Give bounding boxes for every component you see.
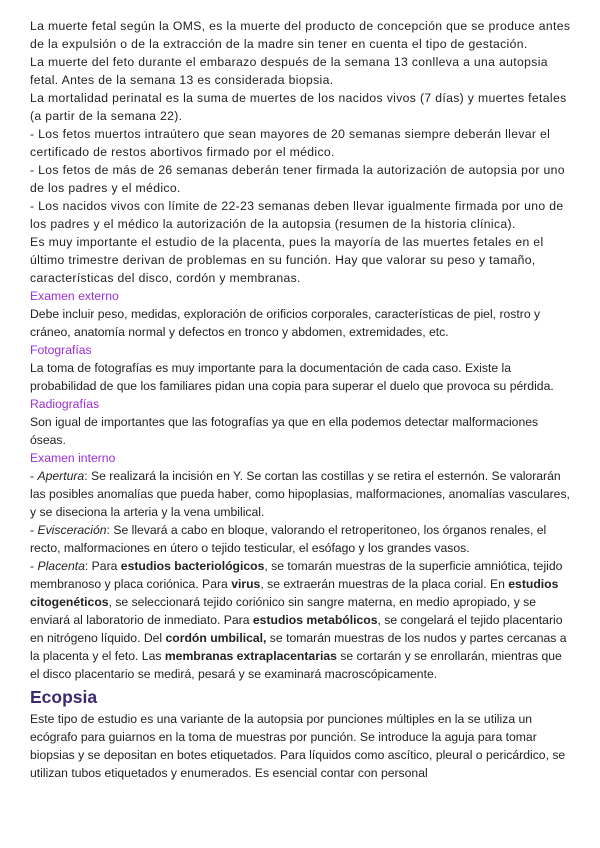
text-placenta-5: , se congelará el tejido placentario en nitrógeno líquido. Del xyxy=(30,613,563,645)
bold-virus: virus xyxy=(231,577,261,591)
paragraph-mortalidad-perinatal: La mortalidad perinatal es la suma de muertes de los nacidos vivos (7 días) y muertes fetales (a partir de la semana 22). xyxy=(30,91,567,123)
text-placenta-7: se cortarán y se enrollarán, mientras que el disco placentario se medirá, pesará y se examinará macroscópicamente. xyxy=(30,649,562,681)
label-evisceracion: Evisceración xyxy=(37,523,107,537)
label-placenta: Placenta xyxy=(37,559,85,573)
paragraph-examen-externo: Debe incluir peso, medidas, exploración de orificios corporales, características de piel, rostro y cráneo, anatomía normal y defectos en tronco y abdomen, extremidades, etc. xyxy=(30,307,541,339)
paragraph-fetos-20-semanas: - Los fetos muertos intraútero que sean mayores de 20 semanas siempre deberán llevar el certificado de restos abortivos firmado por el médico. xyxy=(30,127,551,159)
paragraph-placenta: - Placenta: Para estudios bacteriológicos, se tomarán muestras de la superficie amniótica, tejido membranoso y placa coriónica. Para virus, se extraerán muestras de la placa corial. En estudios citogenéticos, se seleccionará tejido coriónico sin sangre materna, en medio apropiado, y se enviará al laboratorio de inmediato. Para estudios metabólicos, se congelará el tejido placentario en nitrógeno líquido. Del cordón umbilical, se tomarán muestras de los nudos y partes cercanas a la placenta y el feto. Las membranas extraplacentarias se cortarán y se enrollarán, mientras que el disco placentario se medirá, pesará y se examinará macroscópicamente. xyxy=(30,559,567,681)
paragraph-fetos-26-semanas: - Los fetos de más de 26 semanas deberán tener firmada la autorización de autopsia por uno de los padres y el médico. xyxy=(30,163,565,195)
text-placenta-6: se tomarán muestras de los nudos y partes cercanas a la placenta y el feto. Las xyxy=(30,631,567,663)
heading-ecopsia: Ecopsia xyxy=(30,687,98,707)
text-apertura: : Se realizará la incisión en Y. Se cortan las costillas y se retira el esternón. Se valorarán las posibles anomalías que pueda haber, como hipoplasias, malformaciones, anomalías vasculares, y se diseciona la arteria y la vena umbilical. xyxy=(30,469,570,519)
heading-examen-externo: Examen externo xyxy=(30,289,119,303)
bold-cordon-umbilical: cordón umbilical, xyxy=(165,631,267,645)
bold-estudios-metabolicos: estudios metabólicos xyxy=(252,613,378,627)
document-page xyxy=(30,17,572,782)
bold-membranas-extraplacentarias: membranas extraplacentarias xyxy=(164,649,337,663)
bold-estudios-citogeneticos: estudios citogenéticos xyxy=(30,577,559,609)
paragraph-semana-13: La muerte del feto durante el embarazo después de la semana 13 conlleva a una autopsia fetal. Antes de la semana 13 es considerada biopsia. xyxy=(30,55,548,87)
text-placenta-3: , se extraerán muestras de la placa corial. En xyxy=(260,577,509,591)
label-apertura: Apertura xyxy=(37,469,85,483)
paragraph-ecopsia: Este tipo de estudio es una variante de la autopsia por punciones múltiples en la se utiliza un ecógrafo para guiarnos en la toma de muestras por punción. Se introduce la aguja para tomar biopsias y se depositan en botes etiquetados. Para líquidos como ascítico, pleural o pericárdico, se utilizan tubos etiquetados y enumerados. Es esencial contar con personal xyxy=(30,712,566,780)
heading-radiografias: Radiografías xyxy=(30,397,100,411)
paragraph-fotografias: La toma de fotografías es muy importante para la documentación de cada caso. Existe la probabilidad de que los familiares pidan una copia para superar el duelo que provoca su pérdida. xyxy=(30,361,554,393)
heading-fotografias: Fotografías xyxy=(30,343,92,357)
paragraph-evisceracion: - Evisceración: Se llevará a cabo en bloque, valorando el retroperitoneo, los órganos renales, el recto, malformaciones en útero o tejido testicular, el esófago y los grandes vasos. xyxy=(30,523,547,555)
paragraph-apertura: - Apertura: Se realizará la incisión en Y. Se cortan las costillas y se retira el esternón. Se valorarán las posibles anomalías que pueda haber, como hipoplasias, malformaciones, anomalías vasculares, y se diseciona la arteria y la vena umbilical. xyxy=(30,469,570,519)
heading-examen-interno: Examen interno xyxy=(30,451,116,465)
paragraph-radiografias: Son igual de importantes que las fotografías ya que en ella podemos detectar malformaciones óseas. xyxy=(30,415,539,447)
text-evisceracion: : Se llevará a cabo en bloque, valorando el retroperitoneo, los órganos renales, el recto, malformaciones en útero o tejido testicular, el esófago y los grandes vasos. xyxy=(30,523,547,555)
bold-estudios-bacteriologicos: estudios bacteriológicos xyxy=(120,559,265,573)
paragraph-placenta-estudio: Es muy importante el estudio de la placenta, pues la mayoría de las muertes fetales en el último trimestre derivan de problemas en su función. Hay que valorar su peso y tamaño, características del disco, cordón y membranas. xyxy=(30,235,544,285)
paragraph-muerte-fetal: La muerte fetal según la OMS, es la muerte del producto de concepción que se produce antes de la expulsión o de la extracción de la madre sin tener en cuenta el tipo de gestación. xyxy=(30,19,571,51)
text-placenta-4: , se seleccionará tejido coriónico sin sangre materna, en medio apropiado, y se enviará al laboratorio de inmediato. Para xyxy=(30,595,537,627)
text-placenta-1: : Para xyxy=(84,559,121,573)
text-placenta-2: , se tomarán muestras de la superficie amniótica, tejido membranoso y placa coriónica. Para xyxy=(30,559,563,591)
paragraph-nacidos-vivos: - Los nacidos vivos con límite de 22-23 semanas deben llevar igualmente firmada por uno de los padres y el médico la autorización de la autopsia (resumen de la historia clínica). xyxy=(30,199,564,231)
